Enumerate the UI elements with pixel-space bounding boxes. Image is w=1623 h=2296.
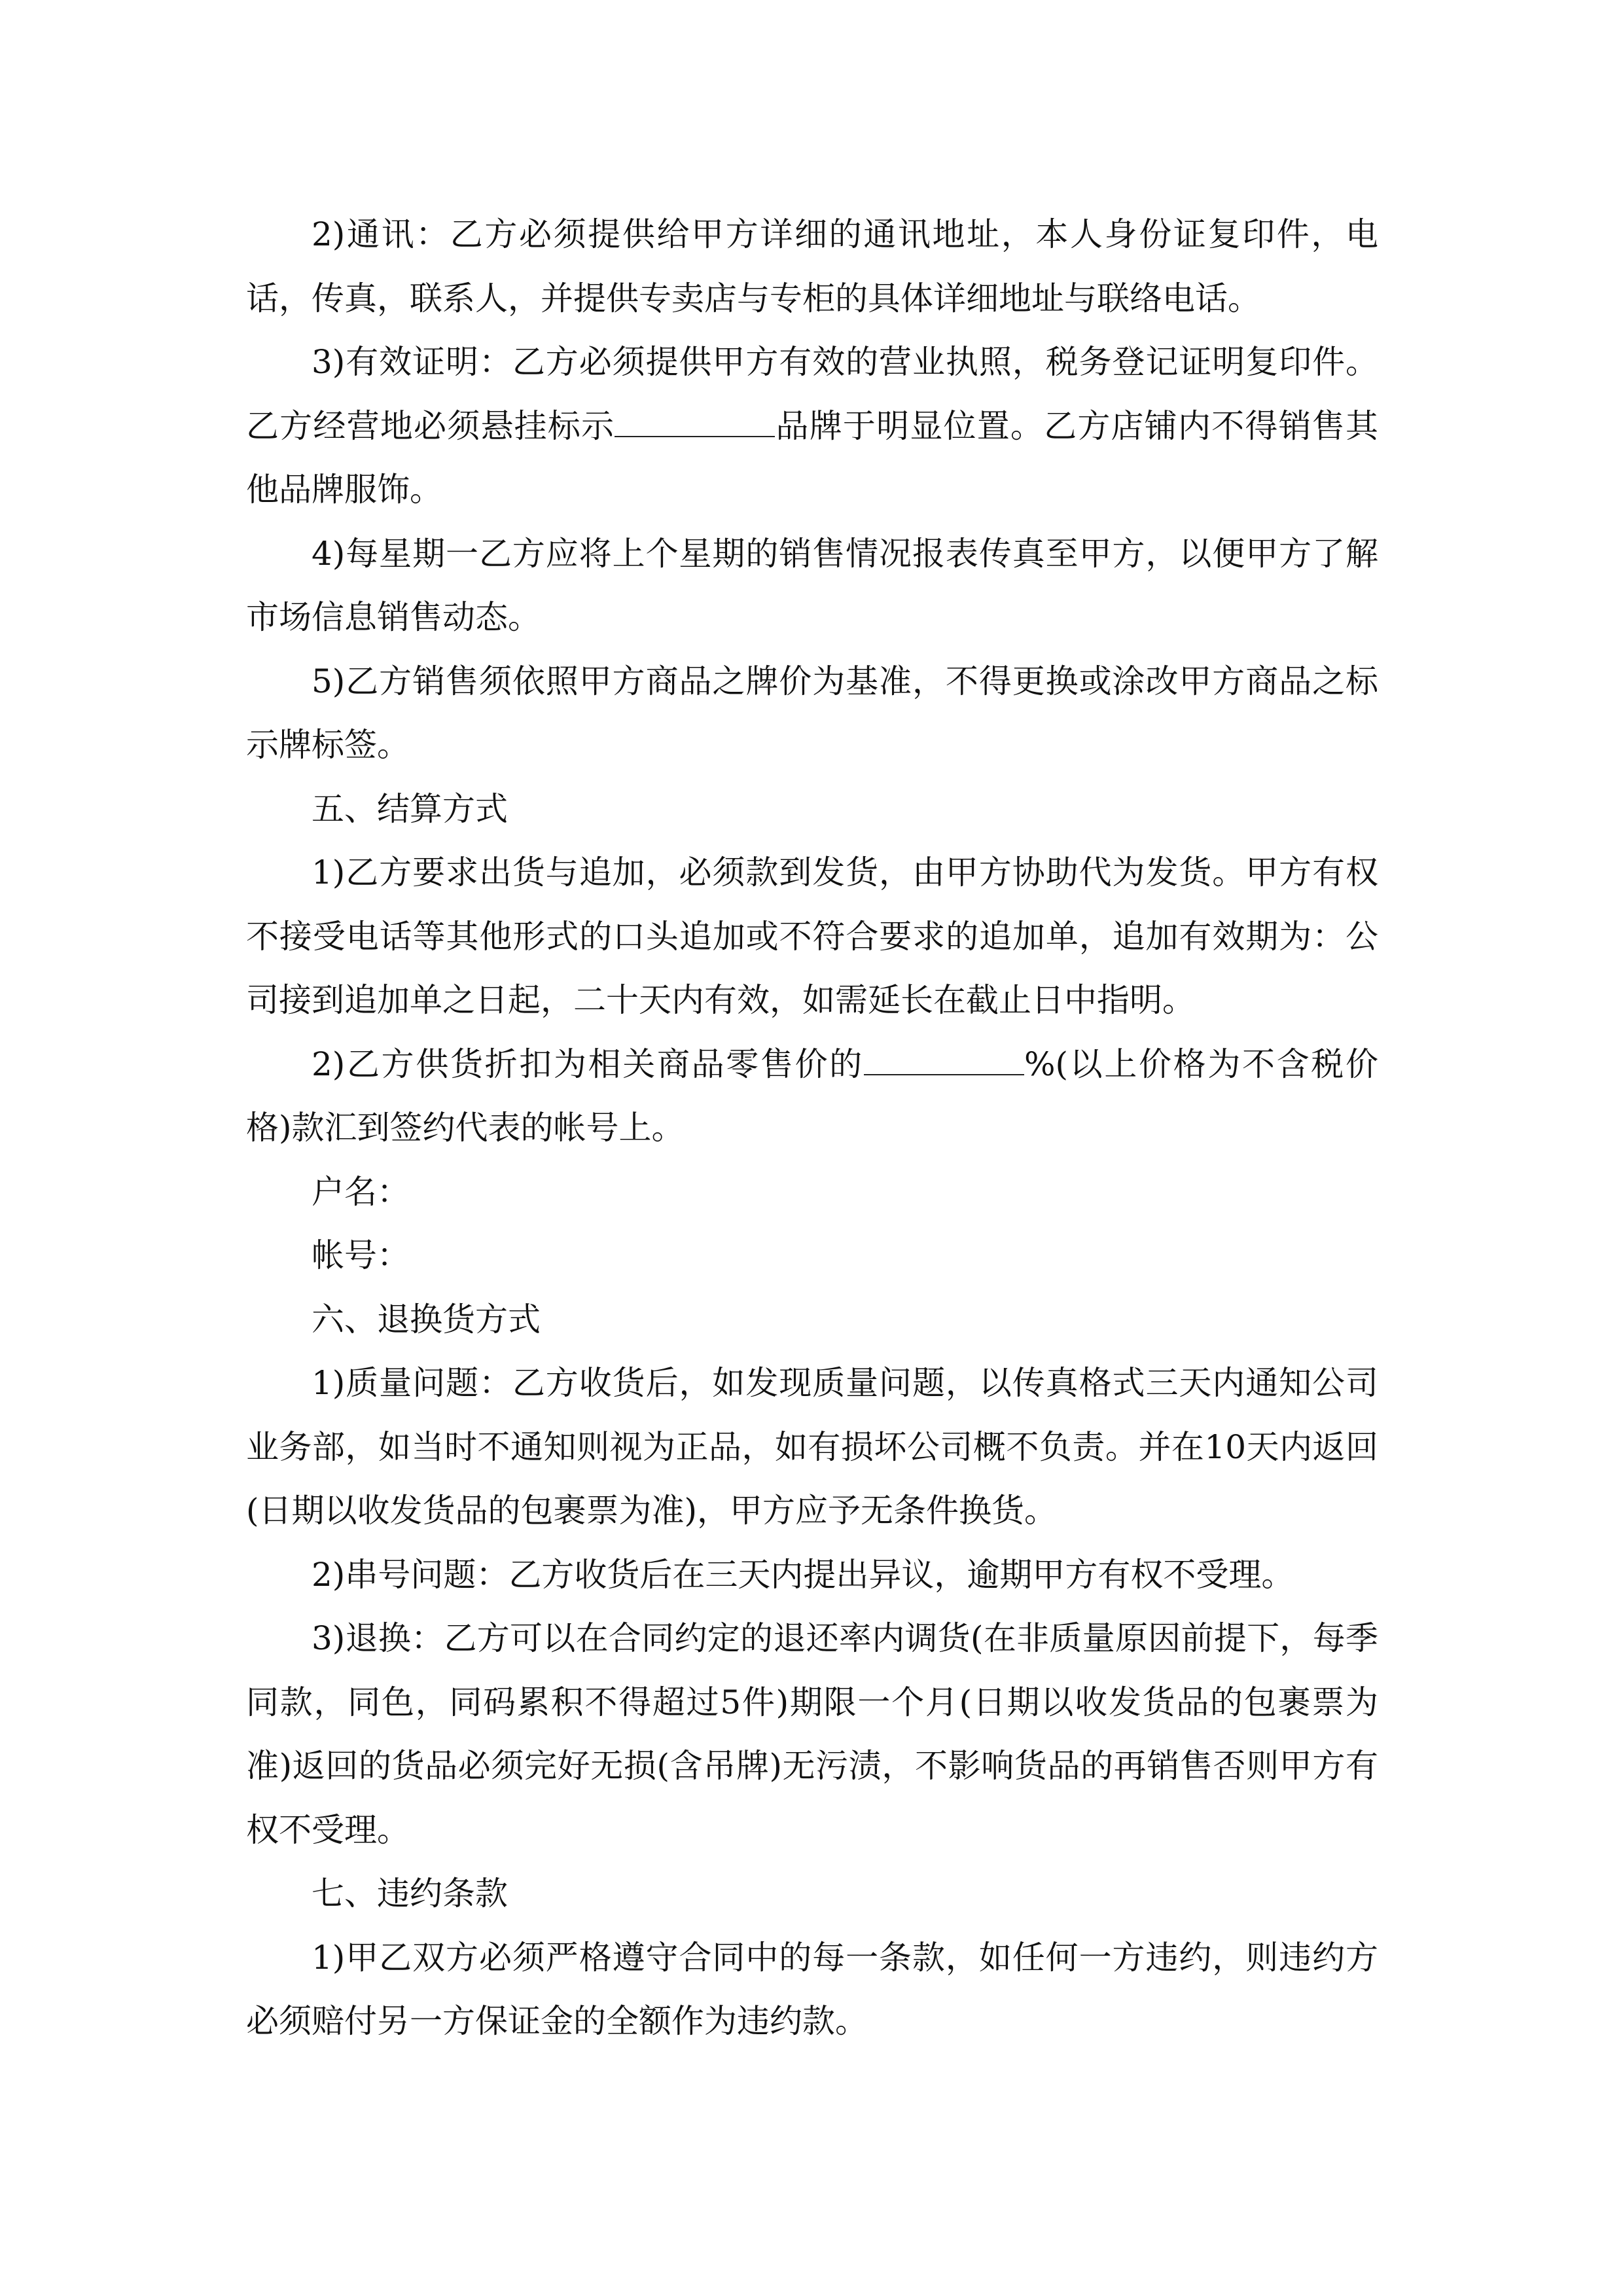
clause-valid-certificate <box>246 331 1378 522</box>
clause-text-before-blank: 2)乙方供货折扣为相关商品零售价的 <box>312 1045 864 1083</box>
discount-blank-line <box>864 1047 1024 1075</box>
clause-serial-number: 2)串号问题：乙方收货后在三天内提出异议，逾期甲方有权不受理。 <box>312 1555 1294 1594</box>
document-page <box>246 203 1378 2054</box>
section-heading-settlement: 五、结算方式 <box>312 789 508 828</box>
clause-shipping-order: 1)乙方要求出货与追加，必须款到发货，由甲方协助代为发货。甲方有权不接受电话等其他形式的口头追加或不符合要求的追加单，追加有效期为：公司接到追加单之日起，二十天内有效，如需延长在截止日中指明。 <box>246 853 1378 1019</box>
clause-text-after-blank: 品牌于明显位置。乙方店铺内不得销售其他品牌服饰。 <box>246 406 1379 509</box>
section-heading-returns: 六、退换货方式 <box>312 1300 541 1338</box>
clause-discount <box>246 1033 1378 1160</box>
clause-weekly-report: 4)每星期一乙方应将上个星期的销售情况报表传真至甲方，以便甲方了解市场信息销售动态。 <box>246 534 1378 636</box>
clause-communication: 2)通讯：乙方必须提供给甲方详细的通讯地址，本人身份证复印件，电话，传真，联系人，并提供专卖店与专柜的具体详细地址与联络电话。 <box>246 215 1378 317</box>
clause-price-tag: 5)乙方销售须依照甲方商品之牌价为基准，不得更换或涂改甲方商品之标示牌标签。 <box>246 662 1378 764</box>
clause-text-after-blank: %(以上价格为不含税价格)款汇到签约代表的帐号上。 <box>246 1045 1378 1147</box>
account-number-field: 帐号： <box>312 1236 410 1274</box>
brand-blank-line <box>615 408 775 437</box>
account-name-field: 户名： <box>312 1172 410 1211</box>
clause-exchange: 3)退换：乙方可以在合同约定的退还率内调货(在非质量原因前提下，每季同款，同色，同码累积不得超过5件)期限一个月(日期以收发货品的包裹票为准)返回的货品必须完好无损(含吊牌)无污渍，不影响货品的再销售否则甲方有权不受理。 <box>246 1619 1378 1849</box>
clause-quality-issue: 1)质量问题：乙方收货后，如发现质量问题，以传真格式三天内通知公司业务部，如当时不通知则视为正品，如有损坏公司概不负责。并在10天内返回(日期以收发货品的包裹票为准)，甲方应予无条件换货。 <box>246 1364 1378 1530</box>
section-heading-breach: 七、违约条款 <box>312 1874 508 1912</box>
clause-breach-penalty: 1)甲乙双方必须严格遵守合同中的每一条款，如任何一方违约，则违约方必须赔付另一方保证金的全额作为违约款。 <box>246 1938 1378 2040</box>
clause-text-before-blank: 3)有效证明：乙方必须提供甲方有效的营业执照，税务登记证明复印件。乙方经营地必须悬挂标示 <box>246 343 1378 445</box>
